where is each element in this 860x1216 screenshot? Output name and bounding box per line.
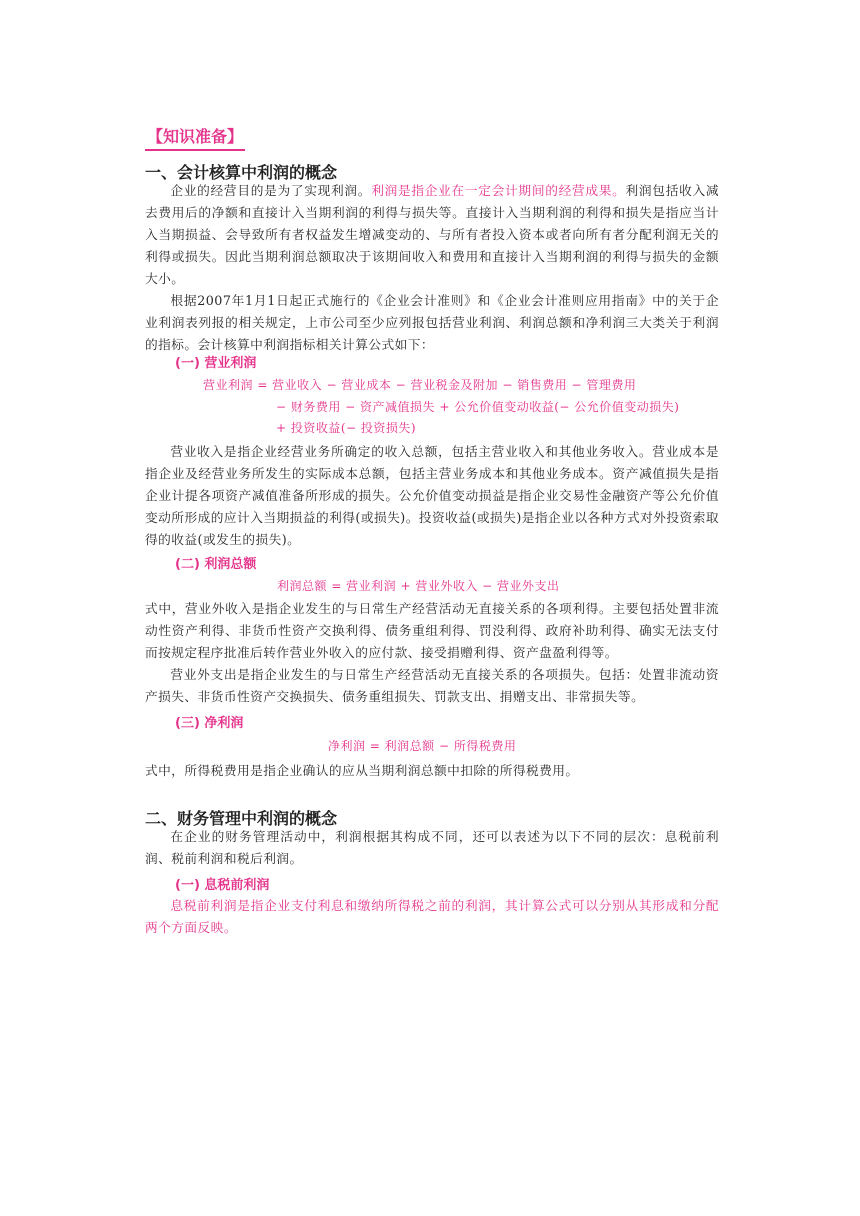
subsection-net-profit: (三) 净利润 [175,716,244,731]
section2-paragraph-2: 息税前利润是指企业支付利息和缴纳所得税之前的利润，其计算公式可以分别从其形成和分配两个方面反映。 [145,898,719,935]
section1-paragraph-1 [145,180,719,290]
subsection-total-profit: (二) 利润总额 [175,557,257,572]
section1-paragraph-5: 营业外支出是指企业发生的与日常生产经营活动无直接关系的各项损失。包括：处置非流动资产损失、非货币性资产交换损失、债务重组损失、罚款支出、捐赠支出、非常损失等。 [145,667,719,704]
section1-title: 一、会计核算中利润的概念 [145,163,338,182]
formula-operating-profit-line2: − 财务费用 − 资产减值损失 + 公允价值变动收益(− 公允价值变动损失) [276,400,680,414]
section1-paragraph-4: 式中，营业外收入是指企业发生的与日常生产经营活动无直接关系的各项利得。主要包括处置非流动性资产利得、非货币性资产交换利得、债务重组利得、罚没利得、政府补助利得、确实无法支付而按规定程序批准后转作营业外收入的应付款、接受捐赠利得、资产盘盈利得等。 [145,601,719,660]
formula-operating-profit-line1: 营业利润 = 营业收入 − 营业成本 − 营业税金及附加 − 销售费用 − 管理费用 [203,378,637,392]
section1-paragraph-3: 营业收入是指企业经营业务所确定的收入总额，包括主营业收入和其他业务收入。营业成本是指企业及经营业务所发生的实际成本总额，包括主营业务成本和其他业务成本。资产减值损失是指企业计提各项资产减值准备所形成的损失。公允价值变动损益是指企业交易性金融资产等公允价值变动所形成的应计入当期损益的利得(或损失)。投资收益(或损失)是指企业以各种方式对外投资索取得的收益(或发生的损失)。 [145,444,719,547]
section2-paragraph-1: 在企业的财务管理活动中，利润根据其构成不同，还可以表述为以下不同的层次：息税前利润、税前利润和税后利润。 [145,829,719,866]
formula-total-profit: 利润总额 = 营业利润 + 营业外收入 − 营业外支出 [277,579,560,593]
formula-net-profit: 净利润 = 利润总额 − 所得税费用 [328,739,517,753]
section1-paragraph-6: 式中，所得税费用是指企业确认的应从当期利润总额中扣除的所得税费用。 [145,763,579,778]
p1-intro: 企业的经营目的是为了实现利润。 [170,183,372,198]
p1-rest: 利润包括收入减去费用后的净额和直接计入当期利润的利得与损失等。直接计入当期利润的利得和损失是指应当计入当期损益、会导致所有者权益发生增减变动的、与所有者投入资本或者向所有者分配利润无关的利得或损失。因此当期利润总额取决于该期间收入和费用和直接计入当期利润的利得与损失的金额大小。 [145,183,719,286]
formula-operating-profit-line3: + 投资收益(− 投资损失) [276,421,417,435]
subsection-operating-profit: (一) 营业利润 [175,356,257,371]
section1-paragraph-2: 根据2007年1月1日起正式施行的《企业会计准则》和《企业会计准则应用指南》中的关于企业利润表列报的相关规定，上市公司至少应列报包括营业利润、利润总额和净利润三大类关于利润的指标。会计核算中利润指标相关计算公式如下： [145,293,719,352]
subsection-ebit: (一) 息税前利润 [175,878,270,893]
section2-title: 二、财务管理中利润的概念 [145,809,338,828]
p1-highlight: 利润是指企业在一定会计期间的经营成果。 [371,183,626,198]
knowledge-prep-tag: 【知识准备】 [145,124,245,151]
